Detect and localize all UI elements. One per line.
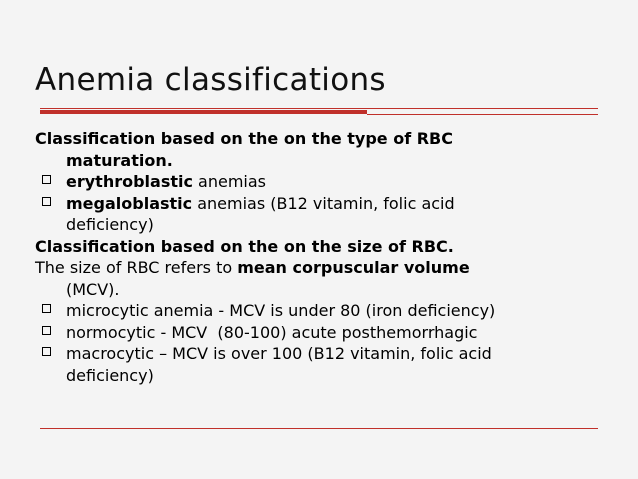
footer-divider [40,428,598,429]
list-item-text: microcytic anemia - MCV is under 80 (iron deficiency) [66,301,496,320]
slide-title: Anemia classifications [35,62,386,98]
title-divider-accent [40,110,367,114]
hollow-square-bullet-icon [42,197,51,206]
title-divider-line-lower [367,114,598,115]
section2-intro-cont: (MCV). [66,279,120,299]
list-item-cont: deficiency) [66,365,154,385]
list-item-bold: erythroblastic [66,172,193,191]
list-item-text: anemias (B12 vitamin, folic acid [192,193,455,213]
section2-intro-bold: mean corpuscular volume [237,258,470,277]
list-item [35,343,600,365]
section1-heading: Classification based on the on the type of RBC [35,129,453,148]
hollow-square-bullet-icon [42,326,51,335]
hollow-square-bullet-icon [42,175,51,184]
list-item-text: anemias [192,172,267,191]
list-item [35,193,600,215]
list-item-cont: deficiency) [66,215,154,234]
list-item-text: normocytic - MCV (80-100) acute posthemorrhagic [66,322,478,342]
hollow-square-bullet-icon [42,347,51,356]
slide-body [35,128,600,386]
list-item [35,171,600,193]
title-divider-line [367,108,598,109]
list-item [35,300,600,322]
list-item [35,322,600,344]
list-item-text: macrocytic – MCV is over 100 (B12 vitamin, folic acid [66,344,492,363]
section2-intro [35,257,600,279]
section2-intro-text: The size of RBC refers to [35,258,238,277]
title-divider [40,108,367,109]
hollow-square-bullet-icon [42,304,51,313]
section1-heading-cont: maturation. [66,150,173,170]
section2-heading: Classification based on the on the size of RBC. [35,236,454,256]
list-item-bold: megaloblastic [66,193,193,213]
